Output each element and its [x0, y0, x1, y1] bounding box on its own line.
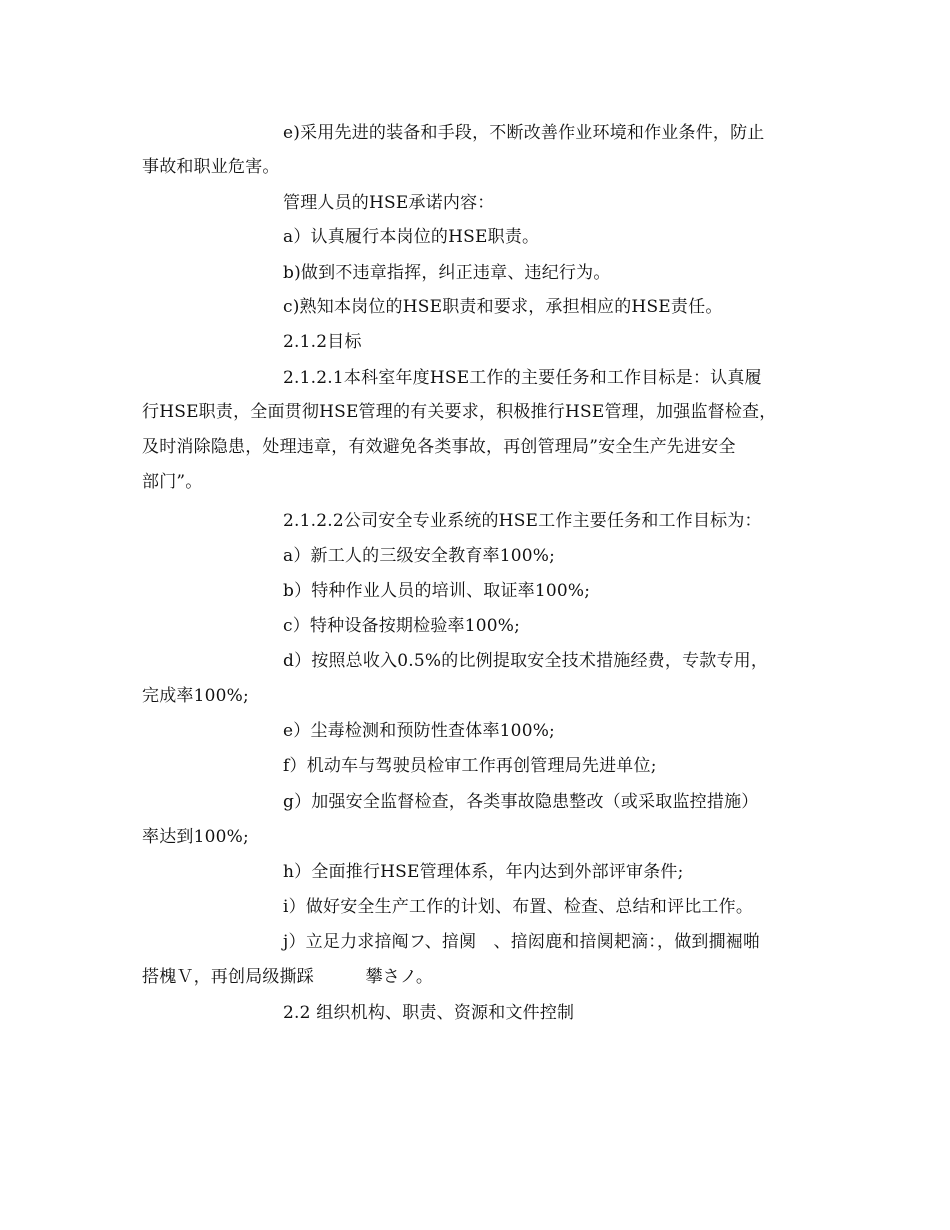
- section-heading-2-1-2: 2.1.2目标: [283, 332, 362, 352]
- paragraph-line-6: c)熟知本岗位的HSE职责和要求，承担相应的HSE责任。: [283, 297, 723, 317]
- paragraph-line-2: 事故和职业危害。: [142, 157, 280, 177]
- paragraph-line-11: 部门”。: [142, 472, 203, 492]
- section-heading-2-2: 2.2 组织机构、职责、资源和文件控制: [283, 1003, 575, 1023]
- list-item-a: a）新工人的三级安全教育率100%;: [283, 546, 556, 566]
- list-item-j-cont: 搭槐Ｖ，再创局级撕踩 攀さノ。: [142, 967, 434, 987]
- paragraph-line-12: 2.1.2.2公司安全专业系统的HSE工作主要任务和工作目标为：: [283, 511, 762, 531]
- list-item-b: b）特种作业人员的培训、取证率100%;: [283, 581, 591, 601]
- list-item-c: c）特种设备按期检验率100%;: [283, 616, 521, 636]
- paragraph-line-10: 及时消除隐患，处理违章，有效避免各类事故，再创管理局”安全生产先进安全: [142, 437, 736, 457]
- list-item-i: i）做好安全生产工作的计划、布置、检查、总结和评比工作。: [283, 897, 754, 917]
- list-item-e: e）尘毒检测和预防性查体率100%;: [283, 721, 555, 741]
- paragraph-line-3: 管理人员的HSE承诺内容：: [283, 193, 495, 213]
- list-item-d-cont: 完成率100%;: [142, 686, 249, 706]
- list-item-h: h）全面推行HSE管理体系，年内达到外部评审条件;: [283, 862, 684, 882]
- paragraph-line-1: e)采用先进的装备和手段，不断改善作业环境和作业条件，防止: [283, 123, 765, 143]
- list-item-j: j）立足力求揞阄フ、揞阒 、揞闳鹿和揞阒耙滴：，做到撊䘿啪: [283, 932, 761, 952]
- list-item-g: g）加强安全监督检查，各类事故隐患整改（或采取监控措施）: [283, 792, 759, 812]
- paragraph-line-4: a）认真履行本岗位的HSE职责。: [283, 227, 540, 247]
- list-item-d: d）按照总收入0.5%的比例提取安全技术措施经费，专款专用，: [283, 651, 769, 671]
- paragraph-line-9: 行HSE职责，全面贯彻HSE管理的有关要求，积极推行HSE管理，加强监督检查，: [142, 402, 777, 422]
- list-item-f: f）机动车与驾驶员检审工作再创管理局先进单位;: [283, 756, 657, 776]
- paragraph-line-5: b)做到不违章指挥，纠正违章、违纪行为。: [283, 263, 611, 283]
- paragraph-line-8: 2.1.2.1本科室年度HSE工作的主要任务和工作目标是：认真履: [283, 368, 762, 388]
- list-item-g-cont: 率达到100%;: [142, 827, 249, 847]
